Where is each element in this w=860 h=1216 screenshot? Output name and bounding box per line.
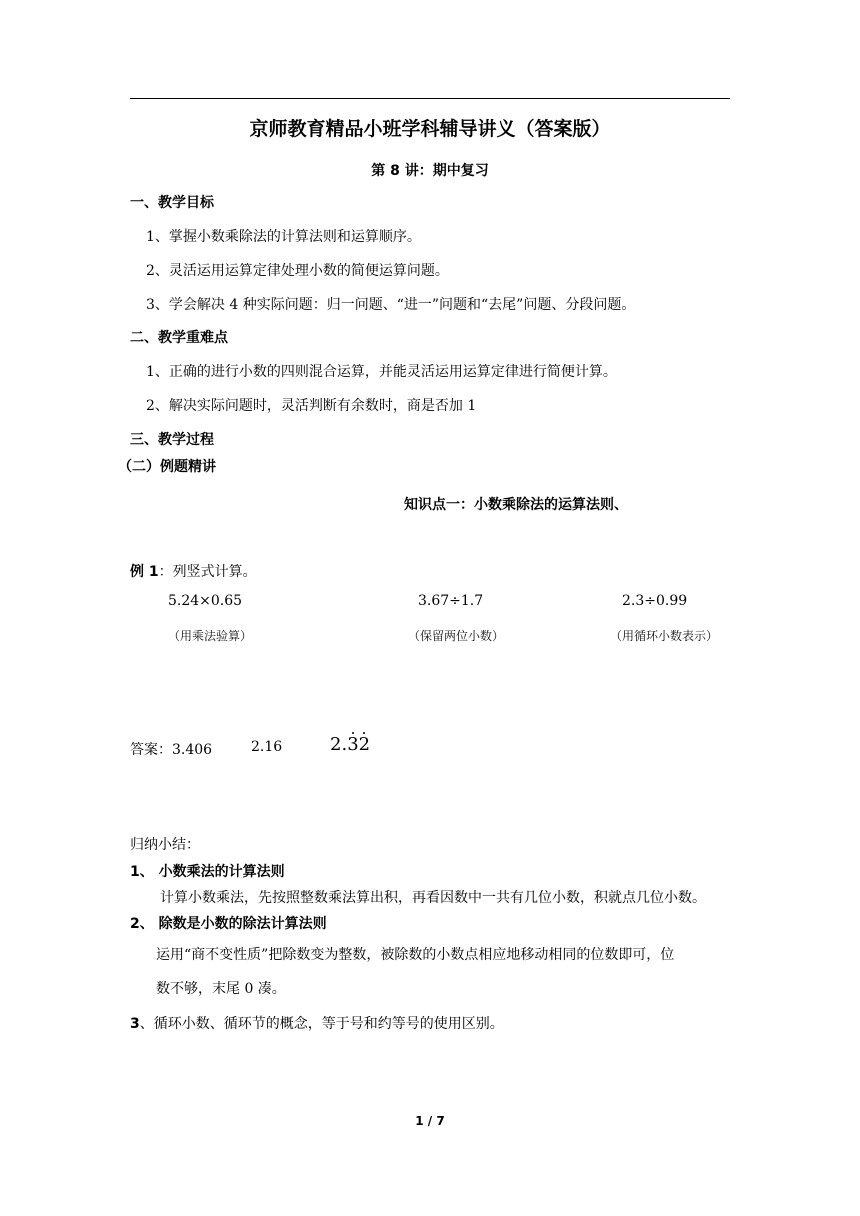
answer-label: 答案： — [130, 742, 172, 758]
answer-2: 2.16 — [251, 739, 283, 755]
repeating-digit-2: 2 — [358, 734, 371, 755]
example-explanation-subheading: （二）例题精讲 — [118, 459, 216, 475]
rule-2-text-line-1: 运用“商不变性质”把除数变为整数，被除数的小数点相应地移动相同的位数即可，位 — [156, 947, 675, 963]
problem-2-note: （保留两位小数） — [408, 629, 505, 643]
repeating-digit-1: 3 — [347, 734, 359, 755]
example-1-instruction: ：列竖式计算。 — [158, 564, 257, 580]
answer-1: 3.406 — [172, 742, 213, 758]
answer-line — [130, 739, 212, 759]
problem-3-note: （用循环小数表示） — [610, 629, 719, 643]
example-1-line — [130, 561, 257, 581]
problem-1-expression: 5.24×0.65 — [168, 593, 243, 609]
rule-3-text: 、循环小数、循环节的概念，等于号和约等号的使用区别。 — [139, 1016, 504, 1032]
rule-3-number: 3 — [130, 1016, 140, 1032]
rule-3-line — [130, 1013, 504, 1033]
goal-item-1: 1、掌握小数乘除法的计算法则和运算顺序。 — [146, 229, 421, 245]
rule-1-title: 1、 小数乘法的计算法则 — [130, 864, 285, 880]
problem-3-expression: 2.3÷0.99 — [622, 593, 688, 609]
key-point-item-1: 1、正确的进行小数的四则混合运算，并能灵活运用运算定律进行简便计算。 — [146, 364, 617, 380]
knowledge-point-heading: 知识点一：小数乘除法的运算法则、 — [404, 497, 628, 513]
problem-2-expression: 3.67÷1.7 — [418, 593, 484, 609]
page-number: 1 / 7 — [415, 1114, 445, 1128]
key-point-item-2: 2、解决实际问题时，灵活判断有余数时，商是否加 1 — [146, 398, 477, 414]
repeating-prefix: 2. — [330, 734, 348, 755]
rule-2-title: 2、 除数是小数的除法计算法则 — [130, 916, 327, 932]
section-teaching-process-heading: 三、教学过程 — [130, 432, 214, 448]
answer-3-repeating-decimal — [330, 734, 370, 755]
goal-item-3: 3、学会解决 4 种实际问题：归一问题、“进一”问题和“去尾”问题、分段问题。 — [146, 297, 636, 313]
goal-item-2: 2、灵活运用运算定律处理小数的简便运算问题。 — [146, 263, 449, 279]
section-teaching-goals-heading: 一、教学目标 — [130, 195, 214, 211]
section-key-points-heading: 二、教学重难点 — [130, 330, 228, 346]
example-1-label: 例 1 — [130, 564, 159, 580]
lecture-subtitle: 第 8 讲：期中复习 — [371, 163, 489, 179]
problem-1-note: （用乘法验算） — [168, 629, 253, 643]
rule-1-text: 计算小数乘法，先按照整数乘法算出积，再看因数中一共有几位小数，积就点几位小数。 — [160, 890, 706, 906]
rule-2-text-line-2: 数不够，末尾 0 凑。 — [156, 981, 286, 997]
document-title: 京师教育精品小班学科辅导讲义（答案版） — [249, 118, 611, 140]
header-rule — [130, 98, 730, 99]
summary-heading: 归纳小结： — [130, 837, 200, 853]
